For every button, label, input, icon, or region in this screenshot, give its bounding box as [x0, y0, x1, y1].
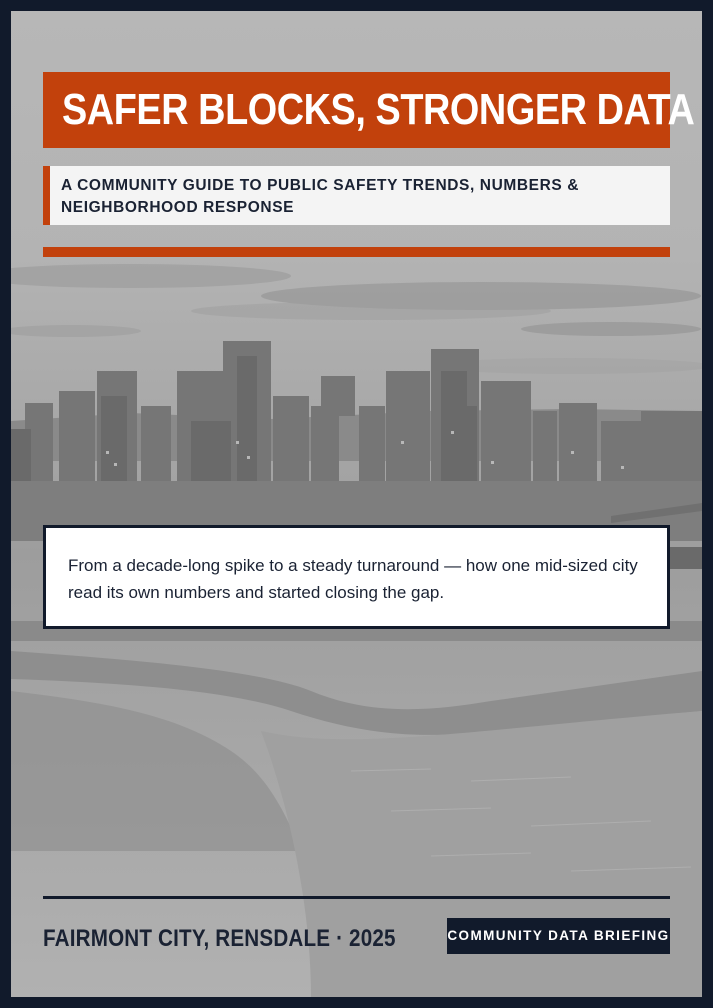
location-year: FAIRMONT CITY, RENSDALE · 2025 [43, 925, 396, 952]
accent-divider [43, 247, 670, 257]
briefing-badge [447, 918, 670, 954]
title-banner [43, 72, 695, 148]
cover-subtitle: A COMMUNITY GUIDE TO PUBLIC SAFETY TRENDS, NUMBERS & NEIGHBORHOOD RESPONSE [61, 177, 580, 216]
footer-divider [43, 896, 670, 899]
briefing-badge-label: COMMUNITY DATA BRIEFING [447, 928, 670, 943]
cover-page [11, 11, 702, 997]
subtitle-panel [43, 166, 670, 225]
lede-text: From a decade-long spike to a steady turnaround — how one mid-sized city read its own numbers and started closing the gap. [68, 556, 638, 602]
city-skyline-photo [11, 11, 702, 997]
cover-title: SAFER BLOCKS, STRONGER DATA [62, 85, 695, 134]
lede-box [43, 525, 670, 629]
